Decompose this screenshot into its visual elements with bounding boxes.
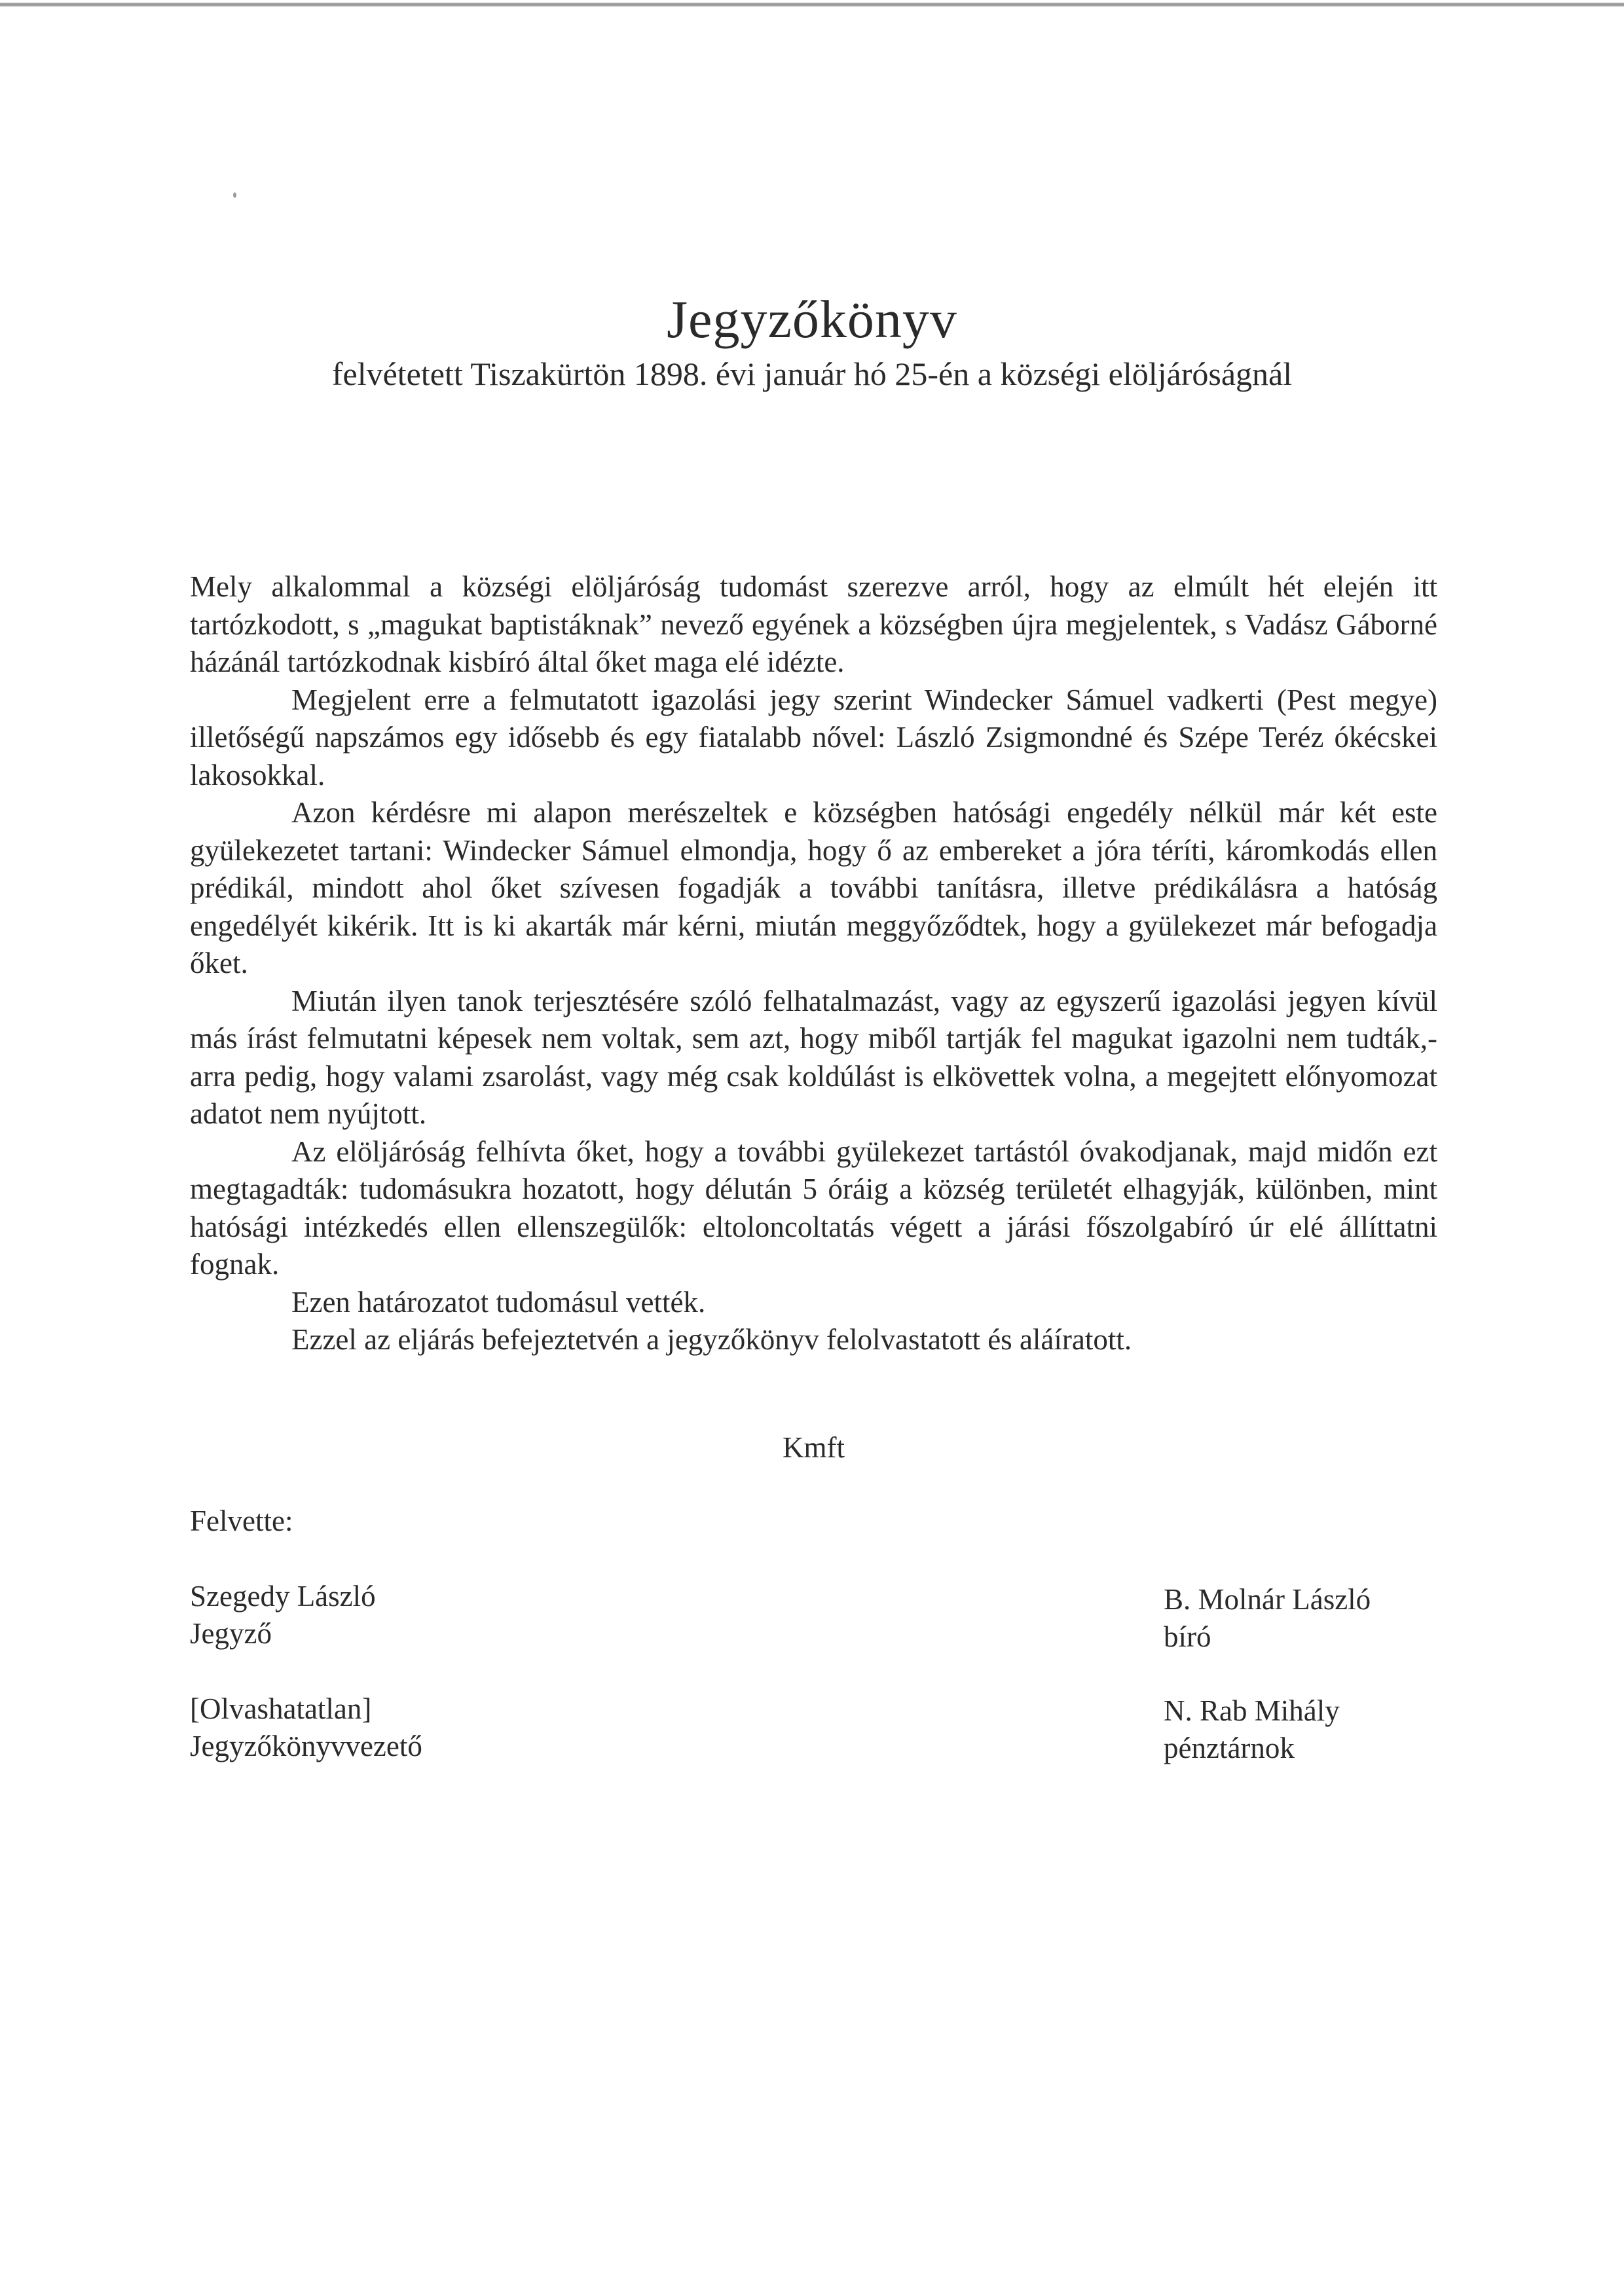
signatory-role: bíró xyxy=(1164,1620,1211,1653)
closing-kmft: Kmft xyxy=(783,1431,845,1464)
paragraph-6: Ezen határozatot tudomásul vették. xyxy=(291,1285,706,1319)
signatory-role: Jegyzőkönyvvezető xyxy=(190,1730,422,1762)
signatory-name: B. Molnár László xyxy=(1164,1583,1371,1616)
signatory-recorder xyxy=(190,1690,422,1765)
scan-top-edge xyxy=(0,3,1624,7)
paragraph-5: Az elöljáróság felhívta őket, hogy a további gyülekezet tartástól óvakodjanak, majd midőn ezt megtagadták: tudomásukra hozatott, hogy délután 5 óráig a község területét elhagyják, különben, mint hatósági intézkedés ellen ellenszegülők: eltoloncoltatás végett a járási főszolgabíró úr elé állíttatni fognak. xyxy=(190,1135,1437,1281)
signatory-role: pénztárnok xyxy=(1164,1732,1295,1764)
paragraph-3: Azon kérdésre mi alapon merészeltek e községben hatósági engedély nélkül már két este gyülekezetet tartani: Windecker Sámuel elmondja, hogy ő az embereket a jóra téríti, káromkodás ellen prédikál, mindott ahol őket szívesen fogadják a további tanításra, illetve prédikálásra a hatóság engedélyét kikérik. Itt is ki akarták már kérni, miután meggyőződtek, hogy a gyülekezet már befogadja őket. xyxy=(190,796,1437,979)
paragraph-2: Megjelent erre a felmutatott igazolási jegy szerint Windecker Sámuel vadkerti (Pest megye) illetőségű napszámos egy idősebb és egy fiatalabb nővel: László Zsigmondné és Szépe Teréz ókécskei lakosokkal. xyxy=(190,683,1437,792)
paragraph-7: Ezzel az eljárás befejeztetvén a jegyzőkönyv felolvastatott és aláíratott. xyxy=(291,1323,1132,1356)
signatory-treasurer xyxy=(1164,1692,1340,1767)
signatory-name: [Olvashatatlan] xyxy=(190,1692,372,1725)
recorded-by-label: Felvette: xyxy=(190,1504,293,1537)
signatory-name: N. Rab Mihály xyxy=(1164,1694,1340,1727)
document-subtitle: felvétetett Tiszakürtön 1898. évi január hó 25-én a községi elöljáróságnál xyxy=(331,355,1293,392)
signatory-name: Szegedy László xyxy=(190,1580,376,1613)
paragraph-1: Mely alkalommal a községi elöljáróság tudomást szerezve arról, hogy az elmúlt hét elején itt tartózkodott, s „magukat baptistáknak” nevező egyének a községben újra megjelentek, s Vadász Gáborné házánál tartózkodnak kisbíró által őket maga elé idézte. xyxy=(190,570,1437,678)
signatory-role: Jegyző xyxy=(190,1617,272,1650)
document-body xyxy=(190,568,1437,1359)
signatory-notary xyxy=(190,1578,376,1652)
paragraph-4: Miután ilyen tanok terjesztésére szóló felhatalmazást, vagy az egyszerű igazolási jegyen kívül más írást felmutatni képesek nem voltak, sem azt, hogy miből tartják fel magukat igazolni nem tudták,- arra pedig, hogy valami zsarolást, vagy még csak koldúlást is elkövettek volna, a megejtett előnyomozat adatot nem nyújtott. xyxy=(190,984,1437,1130)
signatory-judge xyxy=(1164,1581,1371,1656)
document-title: Jegyzőkönyv xyxy=(667,289,957,349)
scan-speck xyxy=(233,192,236,198)
